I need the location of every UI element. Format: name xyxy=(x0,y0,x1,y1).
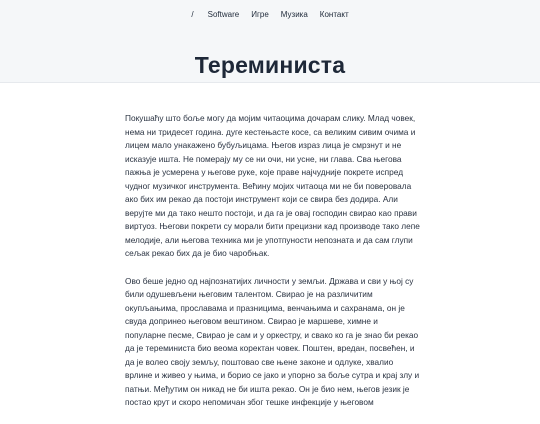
article-paragraph: Покушаћу што боље могу да мојим читаоцима дочарам слику. Млад човек, нема ни тридесет година. дуге кестењасте косе, са великим сивим очима и лицем мало унакажено бубуљицама. Његов израз лица је смрзнут и не исказује ишта. Не померају му се ни очи, ни усне, ни глава. Сва његова пажња је усмерена у његове руке, које праве најчудније покрете испред чудног музичког инструмента. Већину мојих читаоца ми не би поверовала ако бих им рекао да постоји инструмент који се свира без додира. Али верујте ми да тако нешто постоји, и да га је овај господин свирао као прави виртуоз. Његови покрети су морали бити прецизни кад производе тако лепе мелодије, али његова техника ми је употпуности непозната и да сам глупи сељак рекао бих да је био чаробњак. xyxy=(125,113,420,258)
nav-item-software[interactable]: Software xyxy=(207,10,240,19)
article-body xyxy=(125,112,420,424)
page-title: Тереминиста xyxy=(194,52,346,79)
page-header xyxy=(0,0,540,83)
nav-item-music[interactable]: Музика xyxy=(280,10,308,19)
nav-item-games[interactable]: Игре xyxy=(251,10,269,19)
top-nav xyxy=(0,9,540,21)
article-paragraph: Ово беше једно од најпознатијих личности у земљи. Држава и сви у њој су били одушевљени његовим талентом. Свирао је на различитим окупљањима, прославама и празницима, венчањима и сахранама, он је свуда допринео његовом вештином. Свирао је маршеве, химне и популарне песме, Свирао је сам и у оркестру, и свако ко га је знао би рекао да је тереминиста био веома коректан човек. Поштен, вредан, посвећен, и да је волео своју земљу, поштовао све њене законе и одлуке, хвалио врлине и живео у њима, и борио се јако и упорно за боље сутра и крај злу и патњи. Међутим он никад не би ишта рекао. Он је био нем, његов језик је постао крут и скоро непомичан због тешке инфекције у његовом xyxy=(125,275,420,407)
nav-item-contact[interactable]: Контакт xyxy=(319,10,349,19)
nav-home-link[interactable]: / xyxy=(191,10,194,19)
